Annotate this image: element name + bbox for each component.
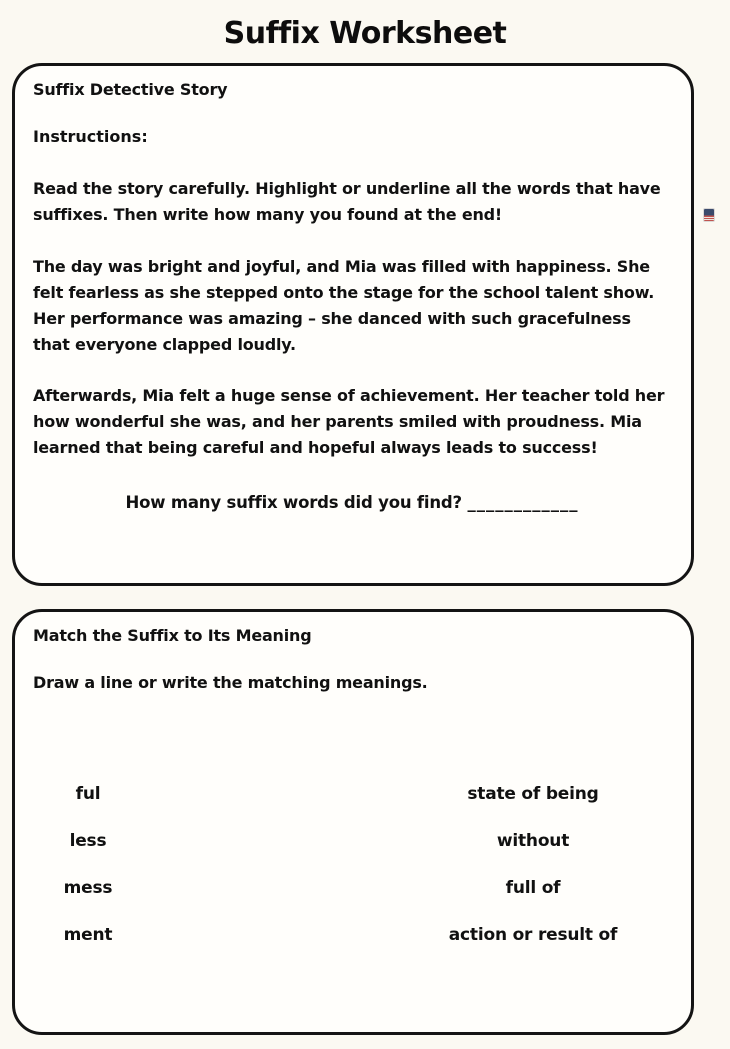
instructions-label: Instructions: <box>33 127 148 146</box>
match-instruction: Draw a line or write the matching meanings. <box>33 673 428 692</box>
suffix-ment[interactable]: ment <box>63 925 113 945</box>
meaning-state-of-being[interactable]: state of being <box>467 784 599 804</box>
match-section-card <box>12 609 694 1035</box>
story-section-card <box>12 63 694 586</box>
match-row <box>33 878 671 898</box>
match-section-heading: Match the Suffix to Its Meaning <box>33 626 312 645</box>
suffix-ful[interactable]: ful <box>75 784 101 804</box>
match-row <box>33 831 671 851</box>
answer-blank[interactable]: ____________ <box>467 493 579 513</box>
story-paragraph-1: The day was bright and joyful, and Mia was filled with happiness. She felt fearless as she stepped onto the stage for the school talent show. Her performance was amazing – she danced with such gracefulness that everyone clapped loudly. <box>33 256 655 354</box>
story-section-heading: Suffix Detective Story <box>33 80 228 99</box>
page-title: Suffix Worksheet <box>223 16 507 51</box>
question-label: How many suffix words did you find? <box>125 493 462 513</box>
match-row <box>33 925 671 945</box>
match-row <box>33 784 671 804</box>
meaning-full-of[interactable]: full of <box>505 878 561 898</box>
instructions-text: Read the story carefully. Highlight or underline all the words that have suffixes. Then write how many you found at the end! <box>33 179 661 224</box>
suffix-mess[interactable]: mess <box>63 878 113 898</box>
tiny-flag-icon <box>704 209 714 221</box>
story-paragraph-2: Afterwards, Mia felt a huge sense of achievement. Her teacher told her how wonderful she was, and her parents smiled with proudness. Mia learned that being careful and hopeful always leads to success! <box>33 386 665 458</box>
suffix-less[interactable]: less <box>69 831 107 851</box>
suffix-count-question <box>33 493 671 512</box>
meaning-without[interactable]: without <box>496 831 570 851</box>
meaning-action-or-result-of[interactable]: action or result of <box>448 925 618 945</box>
